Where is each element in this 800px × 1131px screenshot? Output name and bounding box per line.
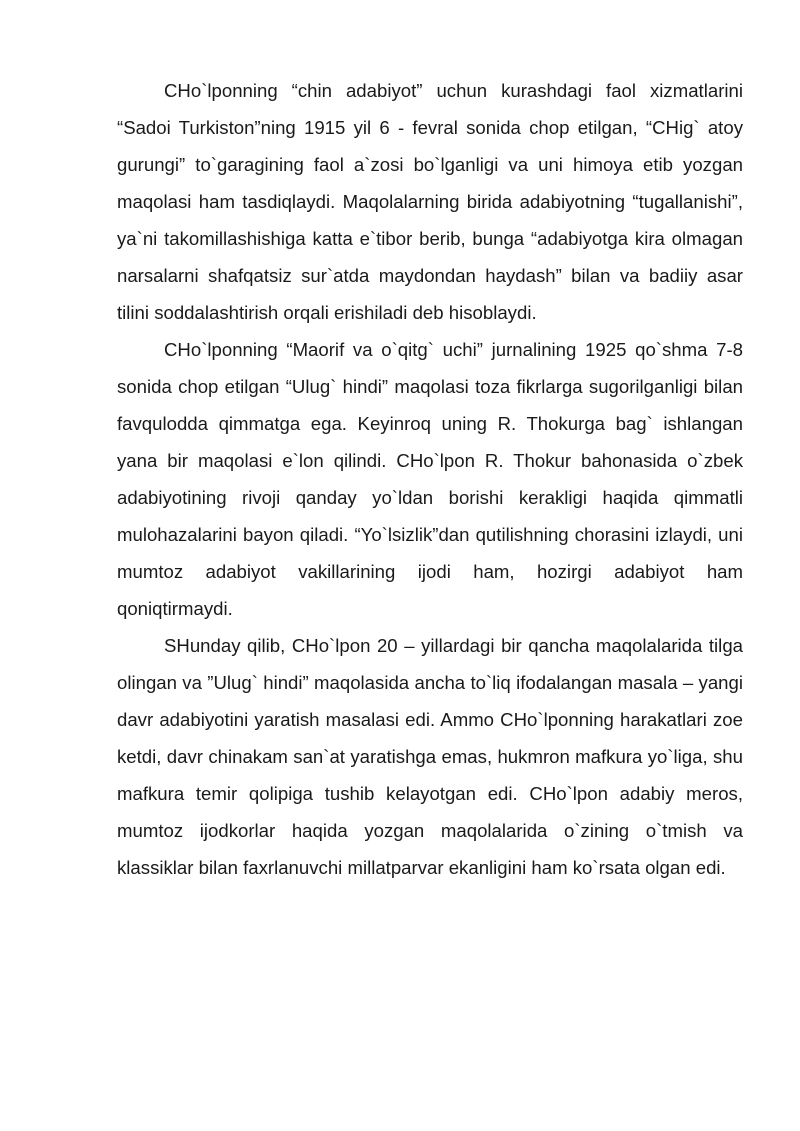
paragraph: SHunday qilib, CHo`lpon 20 – yillardagi bir qancha maqolalarida tilga olingan va ”Ulug` hindi” maqolasida ancha to`liq ifodalangan masala – yangi davr adabiyotini yaratish masalasi edi. Ammo CHo`lponning harakatlari zoe ketdi, davr chinakam san`at yaratishga emas, hukmron mafkura yo`liga, shu mafkura temir qolipiga tushib kelayotgan edi. CHo`lpon adabiy meros, mumtoz ijodkorlar haqida yozgan maqolalarida o`zining o`tmish va klassiklar bilan faxrlanuvchi millatparvar ekanligini ham ko`rsata olgan edi. bbox=[117, 635, 743, 878]
paragraph: CHo`lponning “Maorif va o`qitg` uchi” jurnalining 1925 qo`shma 7-8 sonida chop etilgan “Ulug` hindi” maqolasi toza fikrlarga sugorilganligi bilan favqulodda qimmatga ega. Keyinroq uning R. Thokurga bag` ishlangan yana bir maqolasi e`lon qilindi. CHo`lpon R. Thokur bahonasida o`zbek adabiyotining rivoji qanday yo`ldan borishi kerakligi haqida qimmatli mulohazalarini bayon qiladi. “Yo`lsizlik”dan qutilishning chorasini izlaydi, uni mumtoz adabiyot vakillarining ijodi ham, hozirgi adabiyot ham qoniqtirmaydi. bbox=[117, 339, 743, 619]
paragraph: CHo`lponning “chin adabiyot” uchun kurashdagi faol xizmatlarini “Sadoi Turkiston”ning 1915 yil 6 - fevral sonida chop etilgan, “CHig` atoy gurungi” to`garagining faol a`zosi bo`lganligi va uni himoya etib yozgan maqolasi ham tasdiqlaydi. Maqolalarning birida adabiyotning “tugallanishi”, ya`ni takomillashishiga katta e`tibor berib, bunga “adabiyotga kira olmagan narsalarni shafqatsiz sur`atda maydondan haydash” bilan va badiiy asar tilini soddalashtirish orqali erishiladi deb hisoblaydi. bbox=[117, 80, 743, 323]
document-page bbox=[117, 72, 743, 886]
